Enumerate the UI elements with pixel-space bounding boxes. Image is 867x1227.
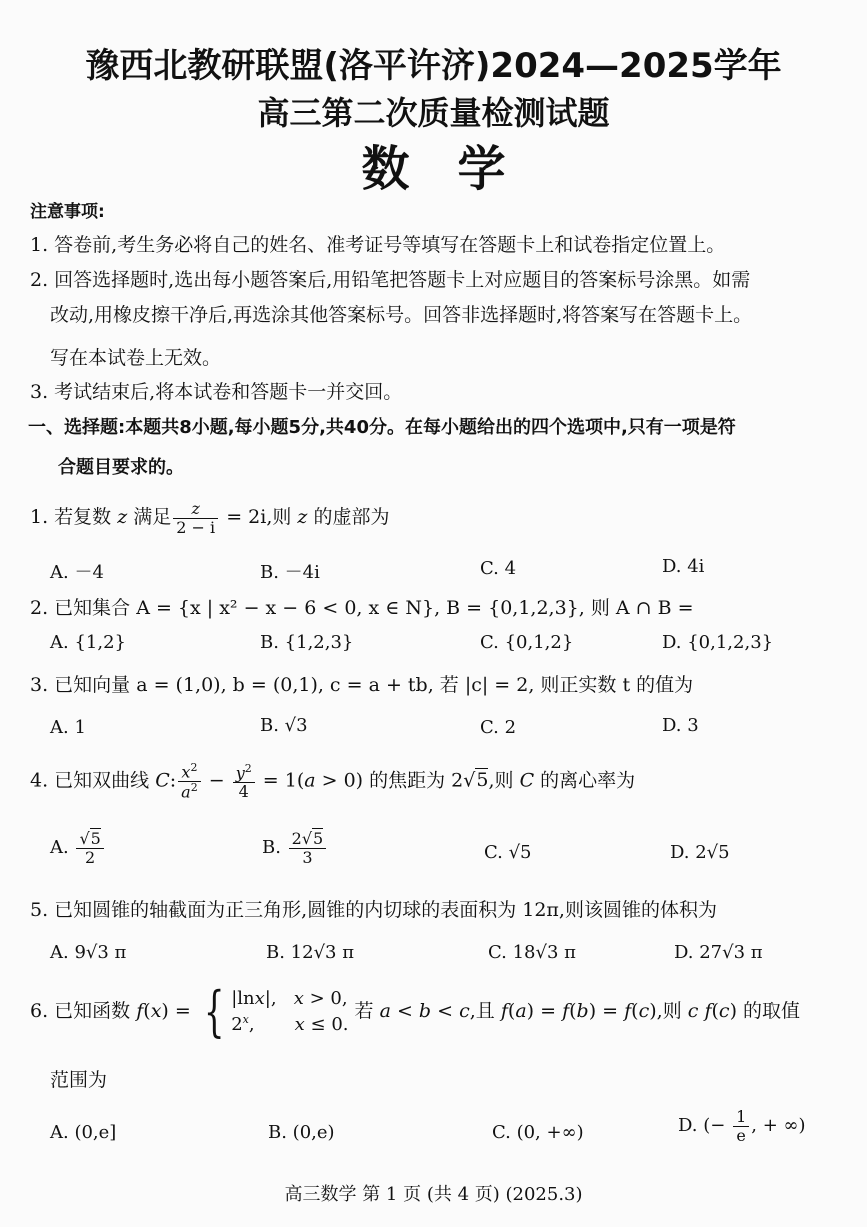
q3-option-d: D. 3 [662, 715, 699, 736]
question-3-stem: 3. 已知向量 a = (1,0), b = (0,1), c = a + tb, 若 |c| = 2, 则正实数 t 的值为 [30, 674, 694, 696]
exam-title-line2: 高三第二次质量检测试题 [257, 94, 610, 132]
q4-option-d: D. 2√5 [670, 842, 730, 863]
q3-option-c: C. 2 [480, 717, 517, 738]
note-item-3: 3. 考试结束后,将本试卷和答题卡一并交回。 [30, 381, 403, 403]
q1-option-d: D. 4i [662, 556, 705, 577]
q1-option-c: C. 4 [480, 558, 517, 579]
q6-option-d: D. (− $\frac{1}{e}$ , + ∞) [678, 1107, 806, 1145]
section-heading-line2: 合题目要求的。 [58, 457, 184, 478]
exam-title-line1: 豫西北教研联盟(洛平许济)2024—2025学年 [85, 46, 782, 86]
note-item-2-line2: 改动,用橡皮擦干净后,再选涂其他答案标号。回答非选择题时,将答案写在答题卡上。 [50, 304, 753, 326]
note-item-2-line3: 写在本试卷上无效。 [50, 347, 222, 369]
q4-option-b: B. $\frac{2√5}{3}$ [262, 830, 328, 866]
section-heading-line1: 一、选择题:本题共8小题,每小题5分,共40分。在每小题给出的四个选项中,只有一项是符 [28, 417, 736, 438]
q1-option-b: B. －4i [260, 562, 320, 583]
question-6-stem: 6. 已知函数 f(x) = { |lnx|, x > 0, 2$^x$, x ≤ 0. 若 a < b < c,且 f(a) = f(b) = f(c),则 c f(c) 的取值 [30, 980, 801, 1043]
q5-option-b: B. 12√3 π [266, 942, 355, 963]
note-item-2-line1: 2. 回答选择题时,选出每小题答案后,用铅笔把答题卡上对应题目的答案标号涂黑。如需 [30, 269, 751, 291]
q2-option-c: C. {0,1,2} [480, 632, 574, 653]
question-4-stem: 4. 已知双曲线 C: $\frac{x^2}{a^2}$ − $\frac{y^2}{4}$ = 1(a > 0) 的焦距为 2√5,则 C 的离心率为 [30, 761, 636, 802]
subject-title: 数学 [361, 141, 554, 197]
q2-option-b: B. {1,2,3} [260, 632, 354, 653]
q4-option-a: A. $\frac{√5}{2}$ [50, 830, 106, 866]
q2-option-d: D. {0,1,2,3} [662, 632, 774, 653]
q1-option-a: A. －4 [50, 562, 104, 583]
question-2-stem: 2. 已知集合 A = {x | x² − x − 6 < 0, x ∈ N}, B = {0,1,2,3}, 则 A ∩ B = [30, 597, 694, 619]
q5-option-a: A. 9√3 π [50, 942, 127, 963]
question-1-stem: 1. 若复数 z 满足 $\frac{z}{2 - i}$ = 2i,则 z 的虚部为 [30, 499, 390, 537]
notes-heading: 注意事项: [30, 202, 105, 222]
q5-option-c: C. 18√3 π [488, 942, 576, 963]
q6-option-b: B. (0,e) [268, 1122, 335, 1143]
q6-continuation: 范围为 [50, 1069, 108, 1091]
q3-option-b: B. √3 [260, 715, 308, 736]
q2-option-a: A. {1,2} [50, 632, 126, 653]
q3-option-a: A. 1 [50, 717, 86, 738]
q6-option-c: C. (0, +∞) [492, 1122, 584, 1143]
q5-option-d: D. 27√3 π [674, 942, 763, 963]
question-5-stem: 5. 已知圆锥的轴截面为正三角形,圆锥的内切球的表面积为 12π,则该圆锥的体积为 [30, 899, 717, 921]
note-item-1: 1. 答卷前,考生务必将自己的姓名、准考证号等填写在答题卡上和试卷指定位置上。 [30, 234, 726, 256]
page-footer: 高三数学 第 1 页 (共 4 页) (2025.3) [284, 1184, 583, 1205]
q6-option-a: A. (0,e] [50, 1122, 117, 1143]
q4-option-c: C. √5 [484, 842, 532, 863]
